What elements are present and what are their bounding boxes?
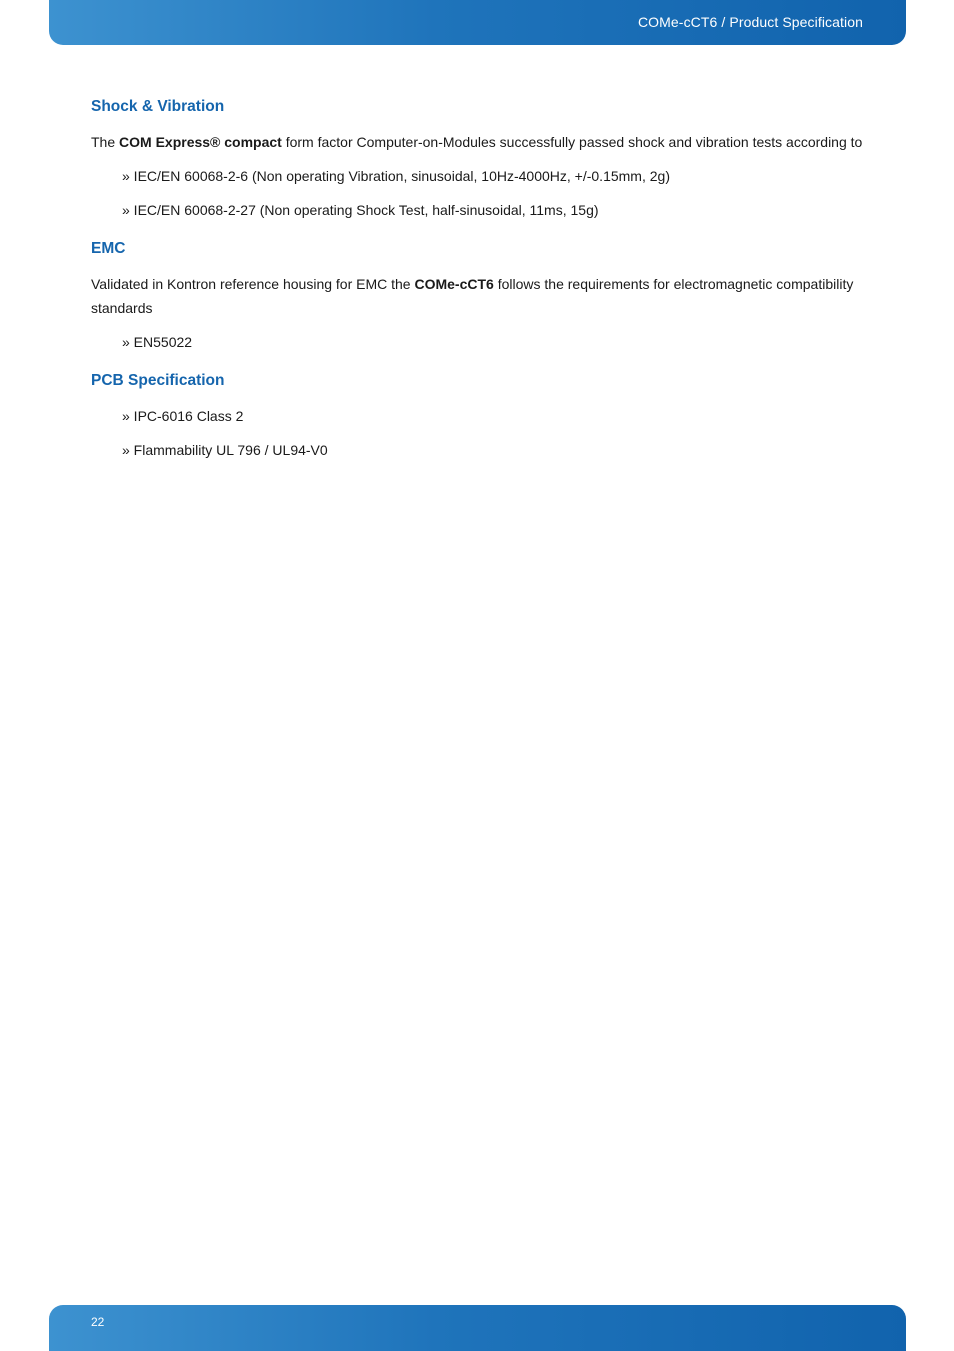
section-heading: Shock & Vibration [91,98,225,115]
page-content [91,96,871,462]
paragraph: Validated in Kontron reference housing for EMC the COMe-cCT6 follows the requirements for electromagnetic compatibility standards [91,276,854,316]
section-shock-vibration [91,96,871,222]
list-item: » IEC/EN 60068-2-6 (Non operating Vibration, sinusoidal, 10Hz-4000Hz, +/-0.15mm, 2g) [122,168,670,184]
document-title: COMe-cCT6 / Product Specification [637,14,863,30]
section-emc [91,238,871,354]
list-item: » Flammability UL 796 / UL94-V0 [122,442,328,458]
footer-bar [49,1305,906,1351]
section-pcb-specification [91,370,871,462]
header-bar [49,0,906,45]
section-heading: EMC [91,240,126,257]
product-name: COMe-cCT6 [414,276,494,292]
section-heading: PCB Specification [91,372,225,389]
list-item: » IEC/EN 60068-2-27 (Non operating Shock Test, half-sinusoidal, 11ms, 15g) [122,202,599,218]
page-number: 22 [91,1315,105,1329]
list-item: » IPC-6016 Class 2 [122,408,244,424]
product-name: COM Express® compact [119,134,282,150]
list-item: » EN55022 [122,334,193,350]
paragraph: The COM Express® compact form factor Computer-on-Modules successfully passed shock and vibration tests according to [91,134,863,150]
